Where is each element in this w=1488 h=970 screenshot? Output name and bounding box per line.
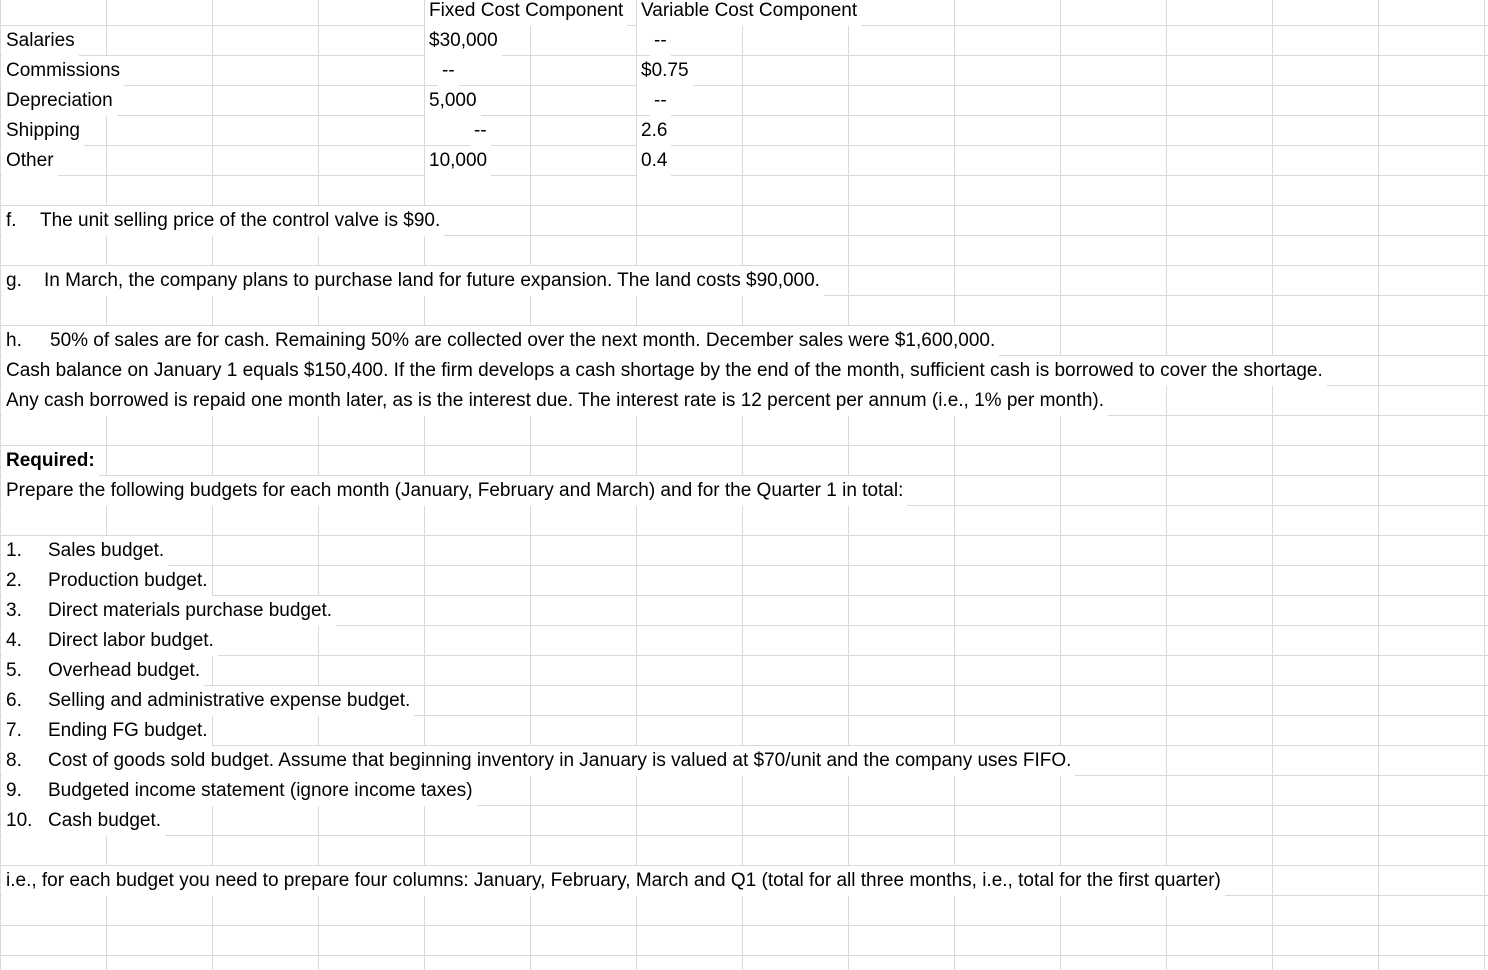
item-text: Budgeted income statement (ignore income taxes): [48, 780, 473, 801]
row-label-commissions[interactable]: Commissions: [2, 56, 124, 86]
required-intro[interactable]: Prepare the following budgets for each month (January, February and March) and for the Quarter 1 in total:: [2, 476, 907, 506]
commissions-variable[interactable]: $0.75: [637, 56, 693, 86]
required-item-5[interactable]: [2, 656, 204, 686]
required-item-1[interactable]: [2, 536, 168, 566]
note-cash-balance[interactable]: Cash balance on January 1 equals $150,400. If the firm develops a cash shortage by the end of the month, sufficient cash is borrowed to cover the shortage.: [2, 356, 1327, 386]
item-number: 2.: [6, 570, 22, 591]
item-number: 3.: [6, 600, 22, 621]
required-title[interactable]: Required:: [2, 446, 99, 476]
note-g[interactable]: [2, 266, 824, 296]
note-h-marker: h.: [6, 330, 22, 351]
note-f-text: The unit selling price of the control valve is $90.: [40, 210, 441, 231]
note-g-text: In March, the company plans to purchase land for future expansion. The land costs $90,000.: [44, 270, 820, 291]
header-variable-cost[interactable]: Variable Cost Component: [637, 0, 861, 26]
item-number: 7.: [6, 720, 22, 741]
item-text: Cost of goods sold budget. Assume that beginning inventory in January is valued at $70/unit and the company uses FIFO.: [48, 750, 1072, 771]
required-item-3[interactable]: [2, 596, 336, 626]
item-text: Production budget.: [48, 570, 208, 591]
note-cash-repayment[interactable]: Any cash borrowed is repaid one month later, as is the interest due. The interest rate is 12 percent per annum (i.e., 1% per month).: [2, 386, 1108, 416]
note-g-marker: g.: [6, 270, 22, 291]
item-text: Ending FG budget.: [48, 720, 208, 741]
item-text: Cash budget.: [48, 810, 162, 831]
note-f-marker: f.: [6, 210, 17, 231]
shipping-variable[interactable]: 2.6: [637, 116, 671, 146]
row-label-depreciation[interactable]: Depreciation: [2, 86, 117, 116]
item-number: 4.: [6, 630, 22, 651]
item-text: Overhead budget.: [48, 660, 201, 681]
shipping-fixed[interactable]: --: [470, 116, 491, 146]
note-h[interactable]: [2, 326, 999, 356]
item-number: 9.: [6, 780, 22, 801]
required-item-6[interactable]: [2, 686, 414, 716]
item-number: 5.: [6, 660, 22, 681]
note-f[interactable]: [2, 206, 444, 236]
commissions-fixed[interactable]: --: [438, 56, 459, 86]
item-number: 6.: [6, 690, 22, 711]
note-h-text: 50% of sales are for cash. Remaining 50% are collected over the next month. December sales were $1,600,000.: [50, 330, 996, 351]
header-fixed-cost[interactable]: Fixed Cost Component: [425, 0, 627, 26]
row-label-salaries[interactable]: Salaries: [2, 26, 79, 56]
salaries-variable[interactable]: --: [650, 26, 671, 56]
required-item-2[interactable]: [2, 566, 212, 596]
depreciation-fixed[interactable]: 5,000: [425, 86, 481, 116]
required-footer[interactable]: i.e., for each budget you need to prepare four columns: January, February, March and Q1 (total for all three months, i.e., total for the first quarter): [2, 866, 1225, 896]
item-number: 1.: [6, 540, 22, 561]
item-number: 10.: [6, 810, 33, 831]
required-item-4[interactable]: [2, 626, 218, 656]
required-item-7[interactable]: [2, 716, 212, 746]
item-text: Sales budget.: [48, 540, 165, 561]
row-label-other[interactable]: Other: [2, 146, 58, 176]
other-fixed[interactable]: 10,000: [425, 146, 491, 176]
item-number: 8.: [6, 750, 22, 771]
item-text: Direct materials purchase budget.: [48, 600, 333, 621]
required-item-8[interactable]: [2, 746, 1075, 776]
salaries-fixed[interactable]: $30,000: [425, 26, 502, 56]
required-item-9[interactable]: [2, 776, 477, 806]
item-text: Selling and administrative expense budget.: [48, 690, 411, 711]
required-item-10[interactable]: [2, 806, 165, 836]
depreciation-variable[interactable]: --: [650, 86, 671, 116]
other-variable[interactable]: 0.4: [637, 146, 671, 176]
row-label-shipping[interactable]: Shipping: [2, 116, 84, 146]
item-text: Direct labor budget.: [48, 630, 214, 651]
